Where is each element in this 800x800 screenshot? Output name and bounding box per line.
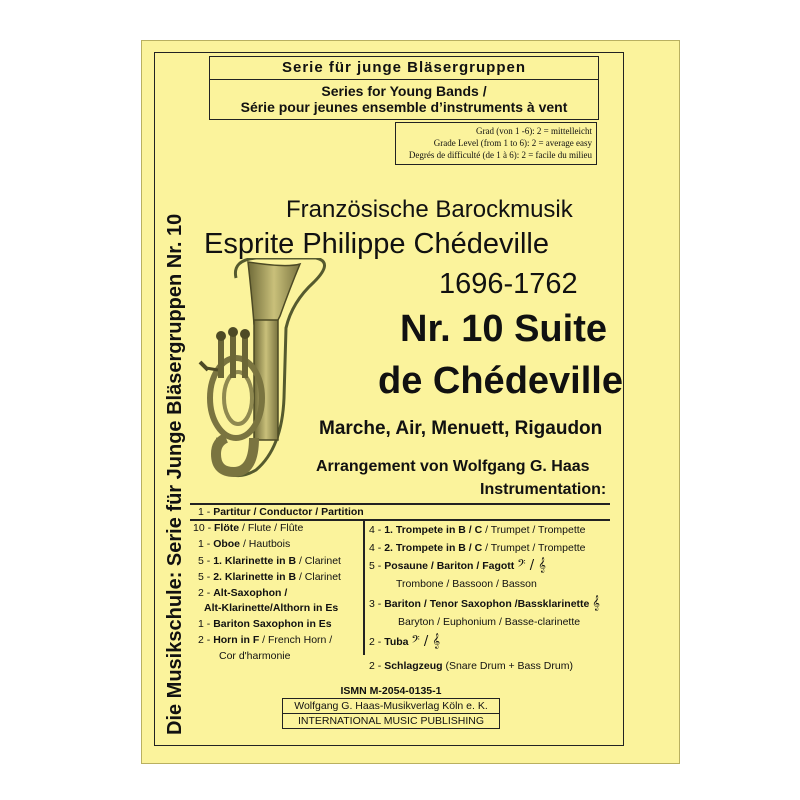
composer-years: 1696-1762: [439, 268, 578, 300]
instrument-left-1: [198, 538, 290, 550]
count: 1 -: [198, 618, 211, 630]
instrument-left-6: [198, 618, 332, 630]
instrument-name: Bariton Saxophon in Es: [213, 618, 332, 630]
instrument-name: 2. Trompete in B / C: [384, 542, 483, 554]
instrument-left-4: [198, 587, 287, 599]
instrument-left-5: [204, 602, 338, 614]
arranger: Arrangement von Wolfgang G. Haas: [316, 458, 590, 475]
instrumentation-top-rule: [190, 503, 610, 505]
genre-title: Französische Barockmusik: [286, 196, 573, 223]
clef-icon: 𝄢 / 𝄞: [411, 634, 441, 649]
instrument-name: Horn in F: [213, 634, 260, 646]
series-subtitle: [210, 80, 598, 119]
instrument-translation: / Hautbois: [240, 538, 291, 550]
instrument-translation: / French Horn /: [259, 634, 333, 646]
count: 2 -: [369, 636, 382, 648]
instrument-left-0: [193, 522, 303, 534]
instrument-right-7: [369, 658, 573, 673]
count: 10 -: [193, 522, 212, 534]
instrument-left-8: [219, 650, 290, 662]
composer-name: Esprite Philippe Chédeville: [204, 228, 549, 260]
count: 4 -: [369, 524, 382, 536]
instrumentation-mid-rule: [190, 519, 610, 521]
series-title-en: Series for Young Bands /: [321, 83, 487, 99]
series-header: [209, 56, 599, 120]
suite-number: Nr. 10 Suite: [400, 308, 607, 350]
instrument-translation: / Clarinet: [296, 571, 341, 583]
score-line: [198, 506, 364, 518]
instrument-translation: / Trumpet / Trompette: [482, 524, 586, 536]
grade-en: Grade Level (from 1 to 6): 2 = average easy: [433, 138, 592, 148]
count: 5 -: [369, 560, 382, 572]
instrument-name: Flöte: [214, 522, 240, 534]
clef-icon: 𝄢 / 𝄞: [517, 558, 546, 573]
series-title-de: Serie für junge Bläsergruppen: [210, 57, 598, 80]
instrument-name: Schlagzeug: [384, 660, 443, 672]
instrument-left-2: [198, 555, 341, 567]
instrument-right-2: [369, 558, 546, 573]
instrument-translation: Cor d'harmonie: [219, 650, 291, 662]
publisher-footer: [282, 685, 500, 729]
grade-de: Grad (von 1 -6): 2 = mittelleicht: [475, 126, 592, 136]
instrument-right-5: [398, 614, 580, 629]
score-label: Partitur / Conductor / Partition: [213, 506, 364, 518]
instrument-name: Alt-Saxophon /: [213, 587, 288, 599]
movements: Marche, Air, Menuett, Rigaudon: [319, 418, 603, 439]
ismn-number: ISMN M-2054-0135-1: [340, 685, 442, 697]
instrument-name: Tuba: [384, 636, 409, 648]
series-title-fr: Série pour jeunes ensemble d’instruments à vent: [240, 99, 568, 115]
instrument-name: Bariton / Tenor Saxophon /Bassklarinette: [384, 598, 590, 610]
euphonium-illustration: [196, 258, 336, 486]
instrument-translation: / Flute / Flûte: [239, 522, 304, 534]
instrument-right-3: [396, 576, 537, 591]
instrumentation-divider: [363, 519, 365, 655]
publisher-international: INTERNATIONAL MUSIC PUBLISHING: [297, 715, 485, 727]
suite-name: de Chédeville: [378, 360, 623, 402]
count: 2 -: [198, 634, 211, 646]
instrument-right-4: [369, 596, 600, 611]
instrument-translation: Trombone / Bassoon / Basson: [396, 578, 537, 590]
instrumentation-heading: Instrumentation:: [480, 481, 607, 498]
count: 4 -: [369, 542, 382, 554]
instrument-name: 1. Trompete in B / C: [384, 524, 483, 536]
count: 3 -: [369, 598, 382, 610]
instrument-translation: (Snare Drum + Bass Drum): [442, 660, 573, 672]
instrument-left-3: [198, 571, 341, 583]
instrument-translation: / Trumpet / Trompette: [482, 542, 586, 554]
grade-box: [395, 122, 597, 165]
instrument-right-6: [369, 634, 440, 649]
instrument-name: Oboe: [213, 538, 241, 550]
instrument-right-1: [369, 540, 586, 555]
count: 5 -: [198, 555, 211, 567]
clef-icon: 𝄞: [592, 596, 600, 611]
publisher-name: Wolfgang G. Haas-Musikverlag Köln e. K.: [283, 699, 499, 714]
count: 2 -: [369, 660, 382, 672]
instrument-right-0: [369, 522, 586, 537]
count: 5 -: [198, 571, 211, 583]
spine-title: Die Musikschule: Serie für Junge Bläsergruppen Nr. 10: [164, 213, 186, 735]
instrument-translation: / Clarinet: [296, 555, 341, 567]
instrument-translation: Baryton / Euphonium / Basse-clarinette: [398, 616, 581, 628]
count: 2 -: [198, 587, 211, 599]
instrument-name: 2. Klarinette in B: [213, 571, 297, 583]
score-count: 1 -: [198, 506, 211, 518]
instrument-name: Alt-Klarinette/Althorn in Es: [204, 602, 339, 614]
instrument-name: Posaune / Bariton / Fagott: [384, 560, 515, 572]
instrument-left-7: [198, 634, 332, 646]
count: 1 -: [198, 538, 211, 550]
grade-fr: Degrés de difficulté (de 1 à 6): 2 = facile du milieu: [408, 150, 592, 160]
instrument-name: 1. Klarinette in B: [213, 555, 297, 567]
